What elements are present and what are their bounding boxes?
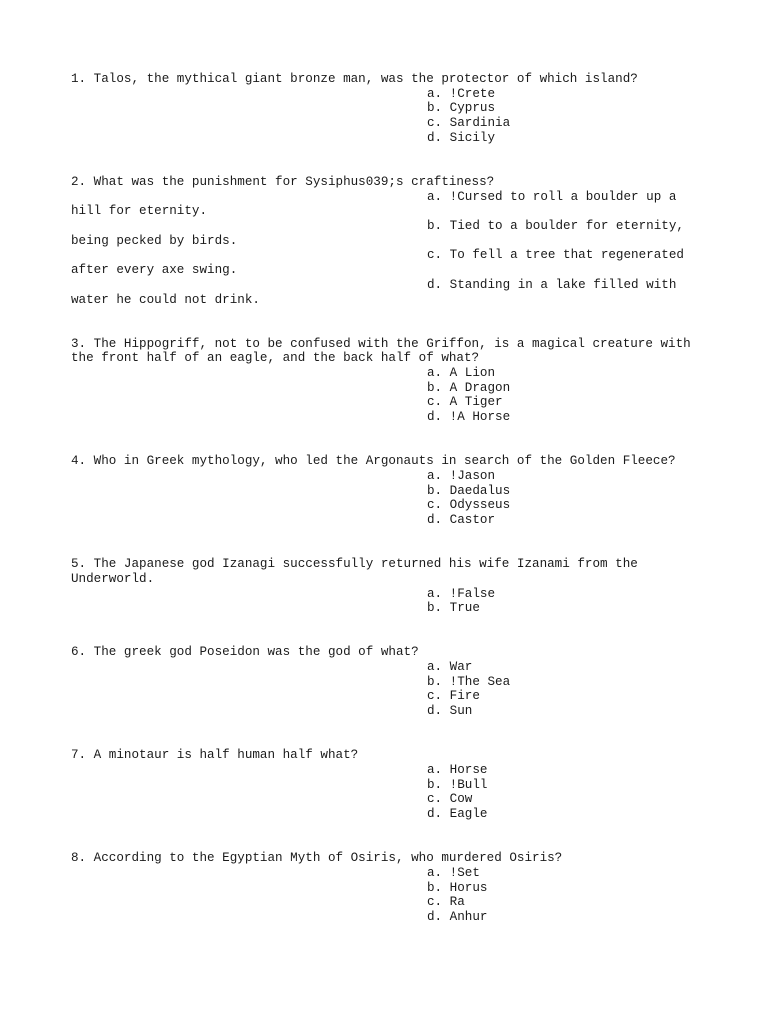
answer-option: a. !Crete [427, 86, 496, 101]
answer-option: d. Anhur [427, 909, 488, 924]
answer-option: d. Standing in a lake filled with water he could not drink. [71, 277, 684, 307]
question-text: 5. The Japanese god Izanagi successfully returned his wife Izanami from the Underworld. [71, 557, 646, 586]
answer-option: a. !Cursed to roll a boulder up a hill for eternity. [71, 189, 684, 219]
question-text: 3. The Hippogriff, not to be confused with the Griffon, is a magical creature with the front half of an eagle, and the back half of what? [71, 336, 699, 366]
answer-option: c. To fell a tree that regenerated after every axe swing. [71, 248, 692, 278]
answer-option: c. Fire [427, 689, 480, 704]
question-8 [71, 851, 701, 925]
question-1 [71, 72, 701, 146]
answer-list [71, 366, 701, 425]
answer-option: b. !Bull [427, 777, 488, 792]
question-text: 6. The greek god Poseidon was the god of what? [71, 645, 419, 660]
question-text: 1. Talos, the mythical giant bronze man, was the protector of which island? [71, 72, 638, 86]
answer-option: a. !False [427, 586, 496, 601]
question-3 [71, 337, 701, 425]
question-text: 4. Who in Greek mythology, who led the Argonauts in search of the Golden Fleece? [71, 454, 676, 469]
answer-option: d. Eagle [427, 807, 488, 822]
answer-option: a. Horse [427, 762, 488, 777]
answer-option: b. A Dragon [427, 380, 511, 395]
answer-list [71, 866, 701, 925]
answer-option: b. !The Sea [427, 674, 511, 689]
answer-option: d. Sicily [427, 130, 496, 145]
answer-list [71, 587, 701, 616]
question-2 [71, 175, 701, 307]
answer-option: a. !Jason [427, 468, 496, 483]
answer-option: d. Castor [427, 513, 496, 528]
answer-option: b. Horus [427, 880, 488, 895]
answer-option: d. Sun [427, 704, 473, 719]
answer-option: c. Ra [427, 895, 465, 910]
answer-option: b. Daedalus [427, 483, 511, 498]
answer-list [71, 87, 701, 146]
question-text: 7. A minotaur is half human half what? [71, 748, 359, 763]
answer-option: b. True [427, 601, 480, 616]
answer-option: c. Cow [427, 792, 473, 807]
answer-option: a. !Set [427, 865, 480, 880]
quiz-document [71, 72, 701, 954]
answer-option: c. Odysseus [427, 498, 511, 513]
answer-list [71, 190, 701, 308]
answer-option: a. War [427, 660, 473, 675]
question-text: 2. What was the punishment for Sysiphus039;s craftiness? [71, 174, 495, 189]
answer-option: b. Tied to a boulder for eternity, being pecked by birds. [71, 219, 692, 248]
question-6 [71, 645, 701, 719]
answer-option: d. !A Horse [427, 410, 511, 425]
question-7 [71, 748, 701, 822]
question-5 [71, 557, 701, 616]
answer-list [71, 660, 701, 719]
answer-option: a. A Lion [427, 366, 496, 381]
question-text: 8. According to the Egyptian Myth of Osiris, who murdered Osiris? [71, 851, 563, 866]
answer-option: c. A Tiger [427, 395, 503, 410]
answer-list [71, 763, 701, 822]
answer-option: c. Sardinia [427, 116, 511, 131]
answer-option: b. Cyprus [427, 101, 496, 116]
answer-list [71, 469, 701, 528]
question-4 [71, 454, 701, 528]
